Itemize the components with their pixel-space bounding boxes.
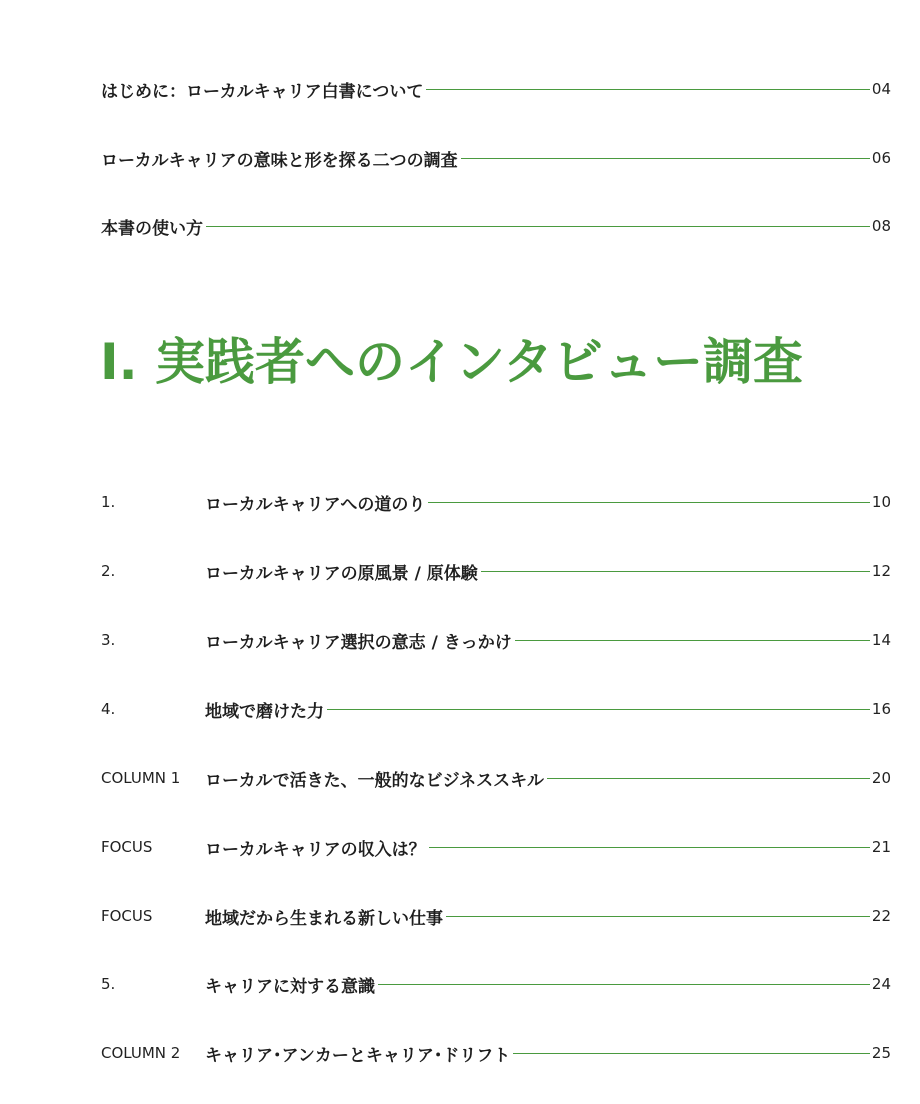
toc-page-number: 12: [871, 562, 891, 580]
toc-entry-number: 2.: [101, 562, 116, 580]
toc-page-number: 16: [871, 700, 891, 718]
toc-page-number: 14: [871, 631, 891, 649]
toc-page-number: 21: [871, 838, 891, 856]
toc-entry-focus[interactable]: [101, 833, 891, 861]
section-heading: I. 実践者へのインタビュー調査: [100, 333, 804, 391]
toc-entry-title: ローカルキャリアの意味と形を探る二つの調査: [101, 150, 458, 171]
toc-entry[interactable]: [101, 695, 891, 723]
toc-entry-number: 1.: [101, 493, 116, 511]
toc-entry-number: FOCUS: [101, 907, 153, 925]
toc-entry-title: キャリア･アンカーとキャリア･ドリフト: [205, 1045, 511, 1066]
toc-entry-title: はじめに：ローカルキャリア白書について: [101, 81, 424, 102]
toc-entry-title: ローカルキャリア選択の意志 / きっかけ: [205, 632, 512, 653]
toc-entry-column[interactable]: [101, 1039, 891, 1067]
toc-page-number: 04: [871, 80, 891, 98]
toc-entry-number: COLUMN 2: [101, 1044, 181, 1062]
toc-entry-title: 本書の使い方: [101, 218, 203, 239]
toc-entry-number: 3.: [101, 631, 116, 649]
toc-page-number: 06: [871, 149, 891, 167]
toc-leader-line: [547, 778, 870, 779]
toc-entry-title: ローカルキャリアへの道のり: [205, 494, 426, 515]
toc-leader-line: [446, 916, 870, 917]
toc-leader-line: [378, 984, 870, 985]
toc-page-number: 25: [871, 1044, 891, 1062]
toc-leader-line: [429, 847, 870, 848]
toc-entry-intro[interactable]: [101, 75, 891, 103]
toc-leader-line: [461, 158, 870, 159]
toc-leader-line: [428, 502, 870, 503]
toc-entry-title: ローカルキャリアの原風景 / 原体験: [205, 563, 478, 584]
toc-page-number: 24: [871, 975, 891, 993]
toc-entry-title: 地域だから生まれる新しい仕事: [205, 908, 443, 929]
toc-entry-number: 4.: [101, 700, 116, 718]
toc-leader-line: [481, 571, 870, 572]
toc-entry[interactable]: [101, 970, 891, 998]
toc-entry-number: COLUMN 1: [101, 769, 181, 787]
toc-page-number: 10: [871, 493, 891, 511]
toc-entry-title: キャリアに対する意識: [205, 976, 375, 997]
toc-leader-line: [327, 709, 870, 710]
toc-entry-title: 地域で磨けた力: [205, 701, 324, 722]
toc-entry-how-to-use[interactable]: [101, 212, 891, 240]
toc-leader-line: [426, 89, 870, 90]
toc-entry-focus[interactable]: [101, 902, 891, 930]
toc-page-number: 08: [871, 217, 891, 235]
toc-entry[interactable]: [101, 488, 891, 516]
toc-page-number: 22: [871, 907, 891, 925]
toc-leader-line: [206, 226, 870, 227]
toc-entry[interactable]: [101, 626, 891, 654]
toc-entry-number: FOCUS: [101, 838, 153, 856]
toc-leader-line: [515, 640, 870, 641]
toc-entry[interactable]: [101, 557, 891, 585]
toc-leader-line: [513, 1053, 870, 1054]
toc-entry-column[interactable]: [101, 764, 891, 792]
toc-entry-number: 5.: [101, 975, 116, 993]
toc-entry-title: ローカルで活きた、一般的なビジネススキル: [205, 770, 544, 791]
toc-entry-surveys[interactable]: [101, 144, 891, 172]
toc-entry-title: ローカルキャリアの収入は？: [205, 839, 426, 860]
toc-page-number: 20: [871, 769, 891, 787]
